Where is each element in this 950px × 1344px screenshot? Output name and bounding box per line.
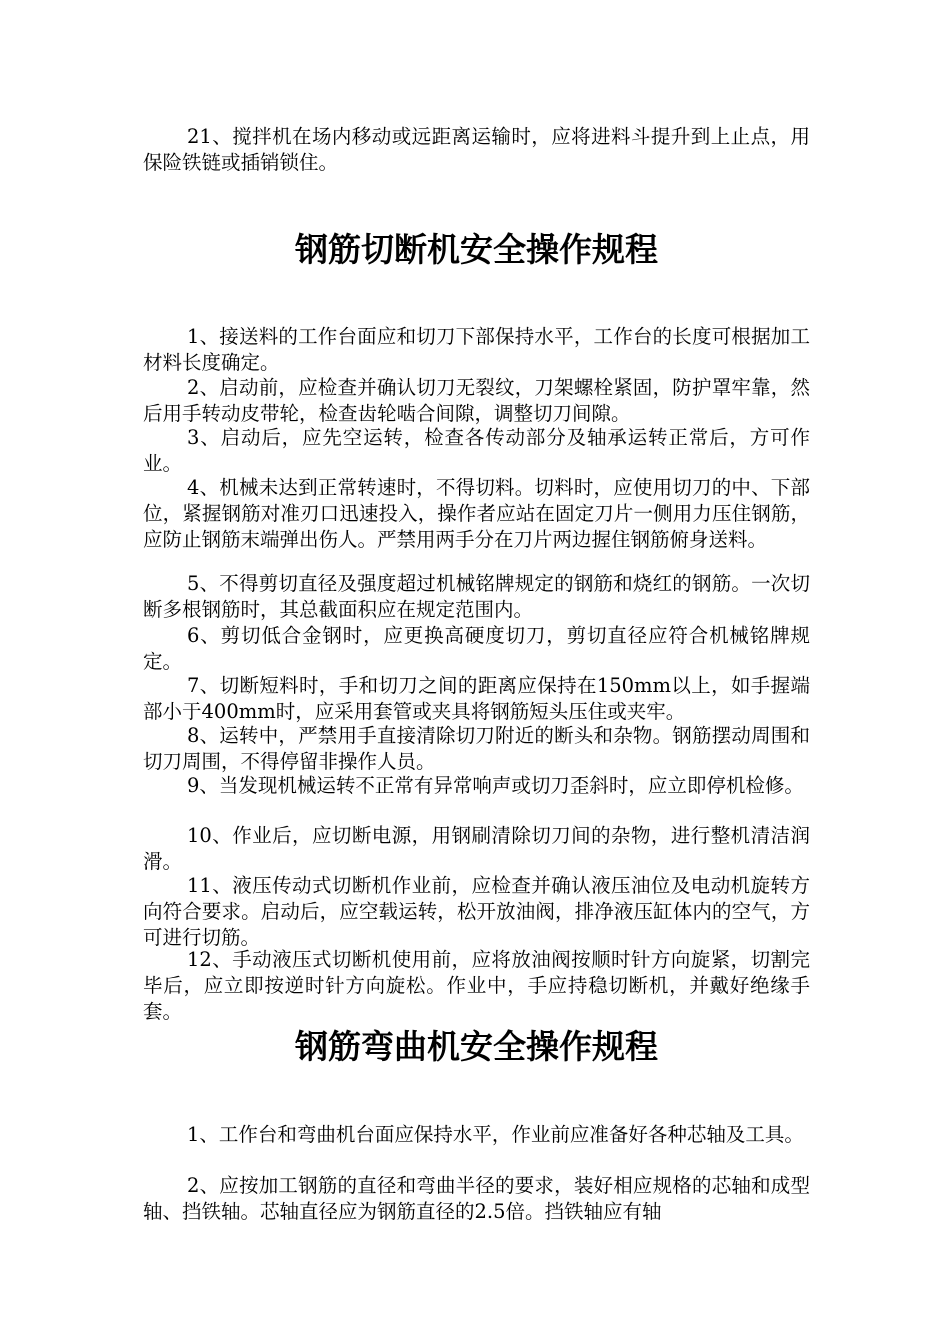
cutting-item-6: 6、剪切低合金钢时，应更换高硬度切刀，剪切直径应符合机械铭牌规定。	[143, 624, 810, 673]
section-title-cutting-machine: 钢筋切断机安全操作规程	[295, 230, 658, 269]
cutting-item-3: 3、启动后，应先空运转，检查各传动部分及轴承运转正常后，方可作业。	[143, 426, 810, 475]
cutting-item-11: 11、液压传动式切断机作业前，应检查并确认液压油位及电动机旋转方向符合要求。启动后，应空载运转，松开放油阀，排净液压缸体内的空气，方可进行切筋。	[143, 874, 810, 949]
cutting-item-2: 2、启动前，应检查并确认切刀无裂纹，刀架螺栓紧固，防护罩牢靠，然后用手转动皮带轮，检查齿轮啮合间隙，调整切刀间隙。	[143, 376, 810, 425]
cutting-item-9: 9、当发现机械运转不正常有异常响声或切刀歪斜时，应立即停机检修。	[187, 774, 804, 797]
cutting-item-7: 7、切断短料时，手和切刀之间的距离应保持在150mm以上，如手握端部小于400mm时，应采用套管或夹具将钢筋短头压住或夹牢。	[143, 674, 810, 723]
cutting-item-4: 4、机械未达到正常转速时，不得切料。切料时，应使用切刀的中、下部位，紧握钢筋对准刃口迅速投入，操作者应站在固定刀片一侧用力压住钢筋，应防止钢筋末端弹出伤人。严禁用两手分在刀片两边握住钢筋俯身送料。	[143, 476, 810, 551]
section-title-bending-machine: 钢筋弯曲机安全操作规程	[295, 1027, 658, 1066]
bending-item-1: 1、工作台和弯曲机台面应保持水平，作业前应准备好各种芯轴及工具。	[187, 1123, 804, 1146]
intro-paragraph-21: 21、搅拌机在场内移动或远距离运输时，应将进料斗提升到上止点，用保险铁链或插销锁住。	[143, 125, 810, 174]
cutting-item-5: 5、不得剪切直径及强度超过机械铭牌规定的钢筋和烧红的钢筋。一次切断多根钢筋时，其总截面积应在规定范围内。	[143, 572, 810, 621]
cutting-item-12: 12、手动液压式切断机使用前，应将放油阀按顺时针方向旋紧，切割完毕后，应立即按逆时针方向旋松。作业中，手应持稳切断机，并戴好绝缘手套。	[143, 948, 810, 1023]
cutting-item-10: 10、作业后，应切断电源，用钢刷清除切刀间的杂物，进行整机清洁润滑。	[143, 824, 810, 873]
bending-item-2: 2、应按加工钢筋的直径和弯曲半径的要求，装好相应规格的芯轴和成型轴、挡铁轴。芯轴直径应为钢筋直径的2.5倍。挡铁轴应有轴	[143, 1174, 810, 1223]
cutting-item-8: 8、运转中，严禁用手直接清除切刀附近的断头和杂物。钢筋摆动周围和切刀周围，不得停留非操作人员。	[143, 724, 810, 773]
cutting-item-1: 1、接送料的工作台面应和切刀下部保持水平，工作台的长度可根据加工材料长度确定。	[143, 325, 810, 374]
